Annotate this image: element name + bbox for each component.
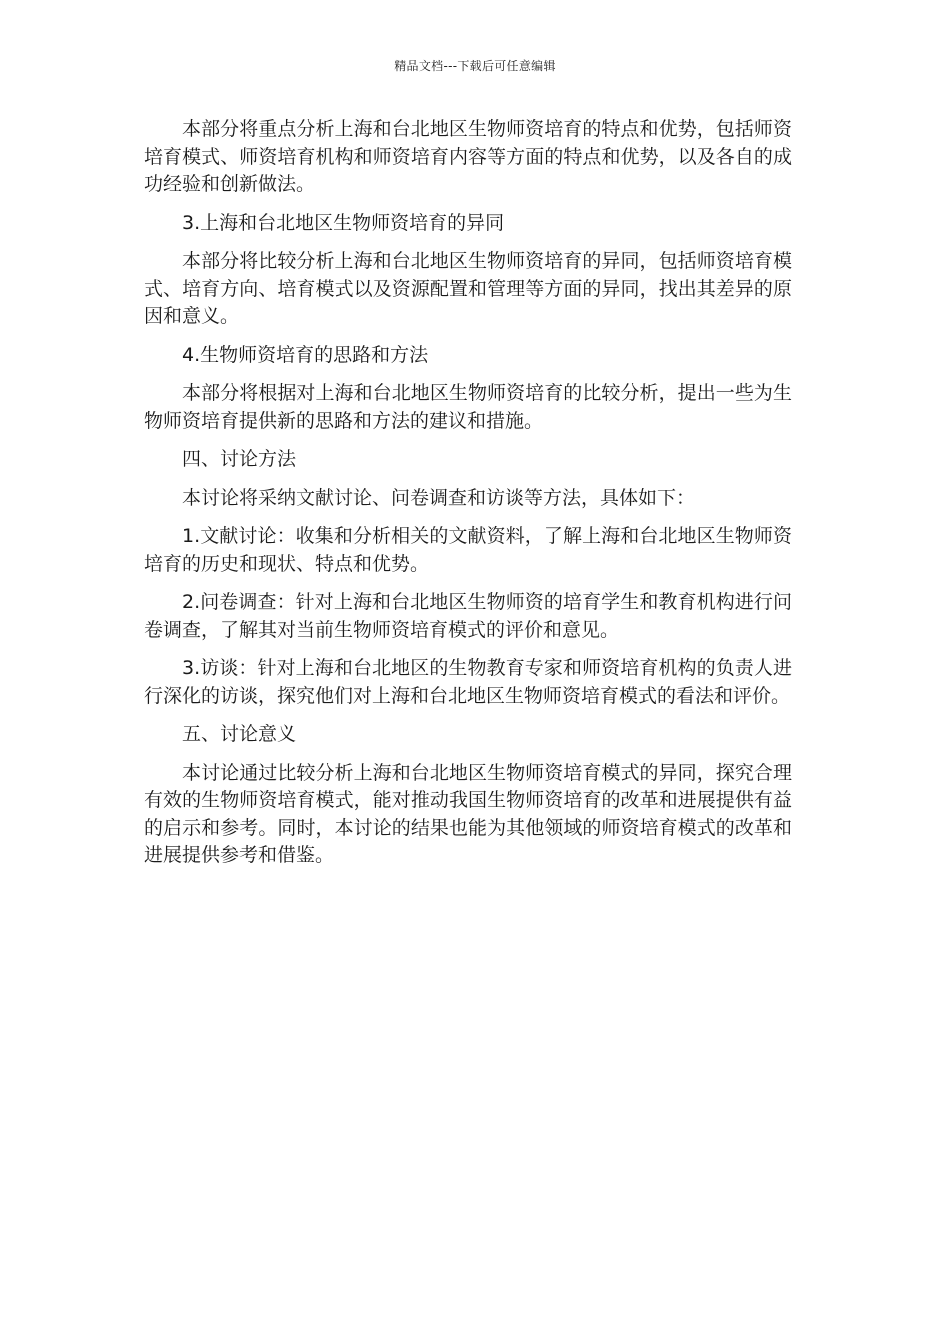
paragraph-questionnaire: 2.问卷调查：针对上海和台北地区生物师资的培育学生和教育机构进行问卷调查，了解其对当前生物师资培育模式的评价和意见。	[144, 591, 792, 641]
section-heading-discussion-methods: 四、讨论方法	[182, 448, 297, 470]
paragraph-methods-intro: 本讨论将采纳文献讨论、问卷调查和访谈等方法，具体如下：	[182, 486, 696, 509]
paragraph-significance: 本讨论通过比较分析上海和台北地区生物师资培育模式的异同，探究合理有效的生物师资培育模式，能对推动我国生物师资培育的改革和进展提供有益的启示和参考。同时，本讨论的结果也能为其他领域的师资培育模式的改革和进展提供参考和借鉴。	[144, 761, 792, 866]
section-heading-significance: 五、讨论意义	[182, 723, 297, 745]
document-body	[144, 116, 792, 881]
section-heading-similarities: 3.上海和台北地区生物师资培育的异同	[182, 211, 505, 234]
section-heading-methods-ideas: 4.生物师资培育的思路和方法	[182, 343, 429, 366]
page-header: 精品文档---下载后可任意编辑	[394, 59, 556, 73]
paragraph-features: 本部分将重点分析上海和台北地区生物师资培育的特点和优势，包括师资培育模式、师资培育机构和师资培育内容等方面的特点和优势，以及各自的成功经验和创新做法。	[144, 118, 792, 195]
paragraph-methods-ideas: 本部分将根据对上海和台北地区生物师资培育的比较分析，提出一些为生物师资培育提供新的思路和方法的建议和措施。	[144, 382, 792, 432]
paragraph-similarities: 本部分将比较分析上海和台北地区生物师资培育的异同，包括师资培育模式、培育方向、培育模式以及资源配置和管理等方面的异同，找出其差异的原因和意义。	[144, 250, 792, 327]
paragraph-interview: 3.访谈：针对上海和台北地区的生物教育专家和师资培育机构的负责人进行深化的访谈，探究他们对上海和台北地区生物师资培育模式的看法和评价。	[144, 657, 792, 707]
paragraph-literature: 1.文献讨论：收集和分析相关的文献资料，了解上海和台北地区生物师资培育的历史和现状、特点和优势。	[144, 525, 792, 575]
